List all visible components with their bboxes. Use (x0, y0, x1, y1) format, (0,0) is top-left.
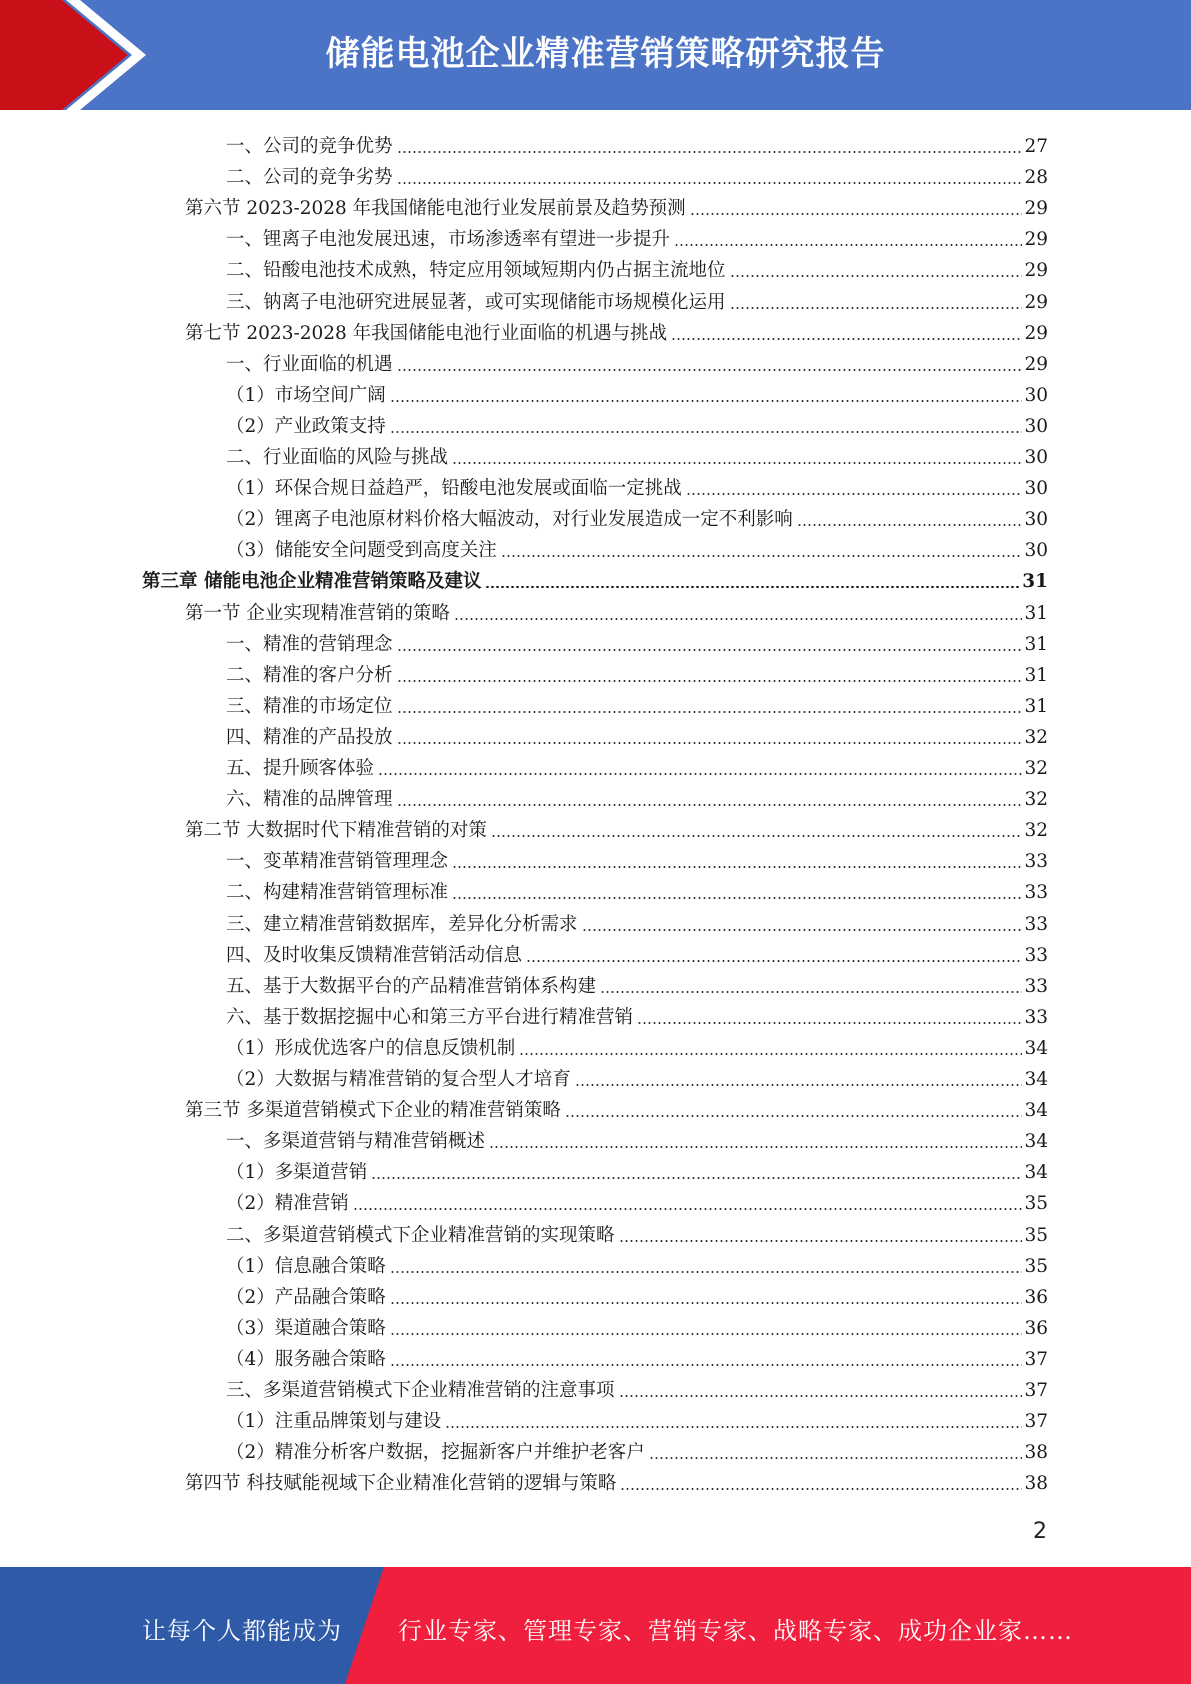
toc-entry-page: 34 (1024, 1100, 1048, 1122)
toc-entry-page: 29 (1024, 198, 1048, 220)
toc-entry-label: 六、基于数据挖掘中心和第三方平台进行精准营销 (226, 1006, 634, 1028)
toc-entry-label: （2）大数据与精准营销的复合型人才培育 (226, 1069, 571, 1090)
toc-entry-label: 三、多渠道营销模式下企业精准营销的注意事项 (226, 1380, 615, 1401)
toc-dot-leader (397, 711, 1023, 713)
toc-entry-label: 二、构建精准营销管理标准 (226, 882, 449, 904)
toc-entry[interactable] (226, 439, 1048, 470)
toc-dot-leader (565, 1115, 1023, 1117)
toc-dot-leader (637, 1022, 1022, 1024)
toc-entry-label: （2）锂离子电池原材料价格大幅波动，对行业发展造成一定不利影响 (226, 509, 793, 531)
toc-entry-page: 35 (1024, 1224, 1048, 1246)
toc-entry-label: （4）服务融合策略 (226, 1348, 386, 1370)
toc-entry-page: 30 (1024, 447, 1048, 468)
toc-entry-page: 33 (1024, 1006, 1048, 1028)
toc-dot-leader (397, 151, 1023, 153)
toc-entry[interactable] (226, 657, 1048, 688)
toc-dot-leader (730, 275, 1023, 277)
toc-entry-label: 一、公司的竞争优势 (226, 136, 393, 157)
toc-entry-page: 30 (1024, 478, 1048, 500)
toc-entry-page: 31 (1024, 695, 1048, 717)
toc-entry[interactable] (226, 346, 1048, 377)
toc-entry-label: 二、精准的客户分析 (226, 664, 393, 686)
toc-entry-label: （3）渠道融合策略 (226, 1317, 386, 1339)
toc-entry-page: 31 (1024, 664, 1048, 686)
toc-dot-leader (491, 835, 1023, 837)
toc-entry-label: 一、变革精准营销管理理念 (226, 851, 449, 873)
toc-entry[interactable] (226, 968, 1048, 999)
toc-entry-page: 27 (1024, 136, 1048, 157)
toc-dot-leader (600, 991, 1022, 993)
toc-entry-label: 第四节 科技赋能视域下企业精准化营销的逻辑与策略 (185, 1473, 617, 1495)
toc-entry[interactable] (226, 1248, 1048, 1279)
toc-entry-label: 第六节 2023-2028 年我国储能电池行业发展前景及趋势预测 (185, 198, 686, 220)
toc-entry-page: 36 (1024, 1286, 1048, 1308)
toc-entry[interactable] (226, 221, 1048, 252)
toc-section-entry[interactable] (185, 190, 1048, 221)
toc-dot-leader (620, 1488, 1022, 1490)
toc-dot-leader (390, 1302, 1023, 1304)
toc-entry-label: 第三章 储能电池企业精准营销策略及建议 (142, 571, 482, 593)
toc-entry-label: 四、精准的产品投放 (226, 726, 393, 748)
toc-entry[interactable] (226, 159, 1048, 190)
toc-entry[interactable] (226, 874, 1048, 905)
toc-dot-leader (452, 866, 1022, 868)
toc-section-entry[interactable] (185, 812, 1048, 843)
toc-entry-label: 第三节 多渠道营销模式下企业的精准营销策略 (185, 1100, 561, 1122)
toc-dot-leader (674, 244, 1022, 246)
toc-dot-leader (526, 960, 1022, 962)
toc-entry-page: 31 (1024, 633, 1048, 655)
toc-entry[interactable] (226, 532, 1048, 563)
toc-dot-leader (485, 586, 1020, 588)
toc-entry-page: 30 (1024, 415, 1048, 437)
toc-entry-page: 37 (1024, 1348, 1048, 1370)
toc-dot-leader (445, 1426, 1022, 1428)
toc-entry-page: 36 (1024, 1317, 1048, 1339)
toc-entry-page: 35 (1024, 1193, 1048, 1215)
toc-entry-page: 32 (1024, 726, 1048, 748)
toc-dot-leader (730, 307, 1023, 309)
toc-entry-page: 33 (1024, 882, 1048, 904)
toc-dot-leader (690, 213, 1023, 215)
toc-entry-label: 五、基于大数据平台的产品精准营销体系构建 (226, 975, 597, 997)
toc-entry-page: 34 (1024, 1069, 1048, 1090)
toc-entry[interactable] (226, 377, 1048, 408)
toc-entry[interactable] (226, 284, 1048, 315)
toc-entry-page: 31 (1024, 602, 1048, 624)
toc-entry-label: 六、精准的品牌管理 (226, 789, 393, 811)
toc-dot-leader (390, 1271, 1023, 1273)
toc-entry[interactable] (226, 1434, 1048, 1465)
toc-entry-label: 三、精准的市场定位 (226, 695, 393, 717)
toc-dot-leader (390, 1364, 1023, 1366)
page-header (0, 0, 1191, 110)
toc-entry-label: （1）多渠道营销 (226, 1162, 368, 1184)
toc-entry-label: 二、公司的竞争劣势 (226, 167, 393, 189)
toc-section-entry[interactable] (185, 315, 1048, 346)
toc-entry[interactable] (226, 1279, 1048, 1310)
toc-entry-page: 29 (1024, 353, 1048, 375)
toc-dot-leader (378, 773, 1022, 775)
toc-entry-label: 二、行业面临的风险与挑战 (226, 447, 449, 468)
toc-entry-label: 第七节 2023-2028 年我国储能电池行业面临的机遇与挑战 (185, 322, 668, 344)
toc-entry[interactable] (226, 937, 1048, 968)
toc-entry-page: 30 (1024, 384, 1048, 406)
toc-dot-leader (501, 555, 1023, 557)
toc-entry-label: 一、行业面临的机遇 (226, 353, 393, 375)
toc-entry-label: 第二节 大数据时代下精准营销的对策 (185, 820, 487, 842)
toc-entry[interactable] (226, 688, 1048, 719)
toc-entry-label: 三、建立精准营销数据库，差异化分析需求 (226, 913, 578, 935)
toc-entry-page: 37 (1024, 1380, 1048, 1401)
toc-entry-label: 三、钠离子电池研究进展显著，或可实现储能市场规模化运用 (226, 291, 726, 313)
toc-entry-page: 32 (1024, 758, 1048, 779)
toc-entry-page: 34 (1024, 1037, 1048, 1059)
toc-dot-leader (390, 1333, 1023, 1335)
toc-dot-leader (582, 929, 1023, 931)
toc-entry[interactable] (226, 719, 1048, 750)
toc-dot-leader (397, 742, 1023, 744)
toc-dot-leader (797, 524, 1023, 526)
toc-dot-leader (649, 1457, 1023, 1459)
toc-dot-leader (353, 1208, 1023, 1210)
toc-dot-leader (519, 1053, 1022, 1055)
toc-entry-page: 32 (1024, 789, 1048, 811)
toc-entry-page: 29 (1024, 322, 1048, 344)
toc-entry[interactable] (226, 1154, 1048, 1185)
toc-entry-label: （3）储能安全问题受到高度关注 (226, 540, 497, 562)
toc-entry[interactable] (226, 781, 1048, 812)
toc-entry[interactable] (226, 1403, 1048, 1434)
toc-entry-label: 第一节 企业实现精准营销的策略 (185, 602, 450, 624)
toc-dot-leader (454, 618, 1023, 620)
toc-entry-page: 29 (1024, 229, 1048, 251)
toc-entry[interactable] (226, 1123, 1048, 1154)
toc-entry-page: 34 (1024, 1162, 1048, 1184)
toc-entry-label: （1）注重品牌策划与建设 (226, 1411, 442, 1433)
toc-entry[interactable] (226, 1030, 1048, 1061)
toc-entry[interactable] (226, 470, 1048, 501)
toc-dot-leader (397, 680, 1023, 682)
toc-dot-leader (575, 1084, 1023, 1086)
toc-entry-label: 一、精准的营销理念 (226, 633, 393, 655)
toc-entry-page: 33 (1024, 975, 1048, 997)
toc-dot-leader (390, 400, 1023, 402)
toc-entry-label: （1）市场空间广阔 (226, 384, 386, 406)
toc-entry-label: （1）环保合规日益趋严，铅酸电池发展或面临一定挑战 (226, 478, 682, 500)
toc-entry[interactable] (226, 252, 1048, 283)
toc-entry-page: 29 (1024, 260, 1048, 282)
page-footer (0, 1567, 1191, 1684)
toc-entry-label: 五、提升顾客体验 (226, 758, 375, 779)
toc-entry-page: 30 (1024, 509, 1048, 531)
toc-entry-page: 31 (1022, 571, 1048, 593)
toc-dot-leader (686, 493, 1023, 495)
toc-chapter-entry[interactable] (142, 563, 1048, 594)
toc-entry-page: 33 (1024, 851, 1048, 873)
toc-dot-leader (619, 1395, 1023, 1397)
footer-slogan-left: 让每个人都能成为 (142, 1617, 342, 1645)
toc-entry[interactable] (226, 1341, 1048, 1372)
toc-dot-leader (452, 897, 1022, 899)
toc-dot-leader (671, 338, 1022, 340)
toc-entry[interactable] (226, 750, 1048, 781)
toc-entry[interactable] (226, 999, 1048, 1030)
toc-entry-label: 一、多渠道营销与精准营销概述 (226, 1131, 486, 1153)
toc-entry[interactable] (226, 626, 1048, 657)
toc-entry-label: （1）形成优选客户的信息反馈机制 (226, 1037, 516, 1059)
toc-entry-label: 四、及时收集反馈精准营销活动信息 (226, 944, 523, 966)
toc-entry[interactable] (226, 1372, 1048, 1403)
toc-dot-leader (390, 431, 1023, 433)
report-title: 储能电池企业精准营销策略研究报告 (325, 34, 886, 74)
toc-entry[interactable] (226, 906, 1048, 937)
toc-entry-label: （2）精准分析客户数据，挖掘新客户并维护老客户 (226, 1442, 645, 1464)
toc-entry-page: 33 (1024, 913, 1048, 935)
toc-dot-leader (397, 804, 1023, 806)
toc-entry[interactable] (226, 1061, 1048, 1092)
toc-dot-leader (397, 182, 1023, 184)
footer-slogan-right: 行业专家、管理专家、营销专家、战略专家、成功企业家…… (398, 1617, 1073, 1645)
toc-entry-page: 29 (1024, 291, 1048, 313)
toc-entry-page: 33 (1024, 944, 1048, 966)
toc-entry[interactable] (226, 1310, 1048, 1341)
toc-entry-label: （1）信息融合策略 (226, 1255, 386, 1277)
toc-entry-page: 38 (1024, 1473, 1048, 1495)
toc-dot-leader (397, 649, 1023, 651)
toc-entry-page: 35 (1024, 1255, 1048, 1277)
toc-entry[interactable] (226, 501, 1048, 532)
toc-entry[interactable] (226, 1185, 1048, 1216)
toc-entry[interactable] (226, 843, 1048, 874)
toc-entry[interactable] (226, 1217, 1048, 1248)
toc-entry-label: 一、锂离子电池发展迅速，市场渗透率有望进一步提升 (226, 229, 671, 251)
toc-dot-leader (397, 369, 1023, 371)
toc-dot-leader (489, 1146, 1022, 1148)
toc-entry-label: 二、多渠道营销模式下企业精准营销的实现策略 (226, 1224, 615, 1246)
toc-entry-page: 37 (1024, 1411, 1048, 1433)
toc-entry-page: 34 (1024, 1131, 1048, 1153)
toc-section-entry[interactable] (185, 595, 1048, 626)
toc-dot-leader (452, 462, 1022, 464)
toc-section-entry[interactable] (185, 1092, 1048, 1123)
toc-dot-leader (371, 1177, 1022, 1179)
toc-entry-page: 38 (1024, 1442, 1048, 1464)
toc-entry[interactable] (226, 128, 1048, 159)
toc-entry-label: （2）精准营销 (226, 1193, 349, 1215)
toc-entry-page: 30 (1024, 540, 1048, 562)
page-number: 2 (1033, 1519, 1047, 1544)
toc-section-entry[interactable] (185, 1465, 1048, 1496)
toc-entry-label: 二、铅酸电池技术成熟，特定应用领域短期内仍占据主流地位 (226, 260, 726, 282)
toc-dot-leader (619, 1240, 1023, 1242)
toc-entry-label: （2）产业政策支持 (226, 415, 386, 437)
toc-entry-label: （2）产品融合策略 (226, 1286, 386, 1308)
toc-entry-page: 32 (1024, 820, 1048, 842)
toc-entry-page: 28 (1024, 167, 1048, 189)
toc-entry[interactable] (226, 408, 1048, 439)
